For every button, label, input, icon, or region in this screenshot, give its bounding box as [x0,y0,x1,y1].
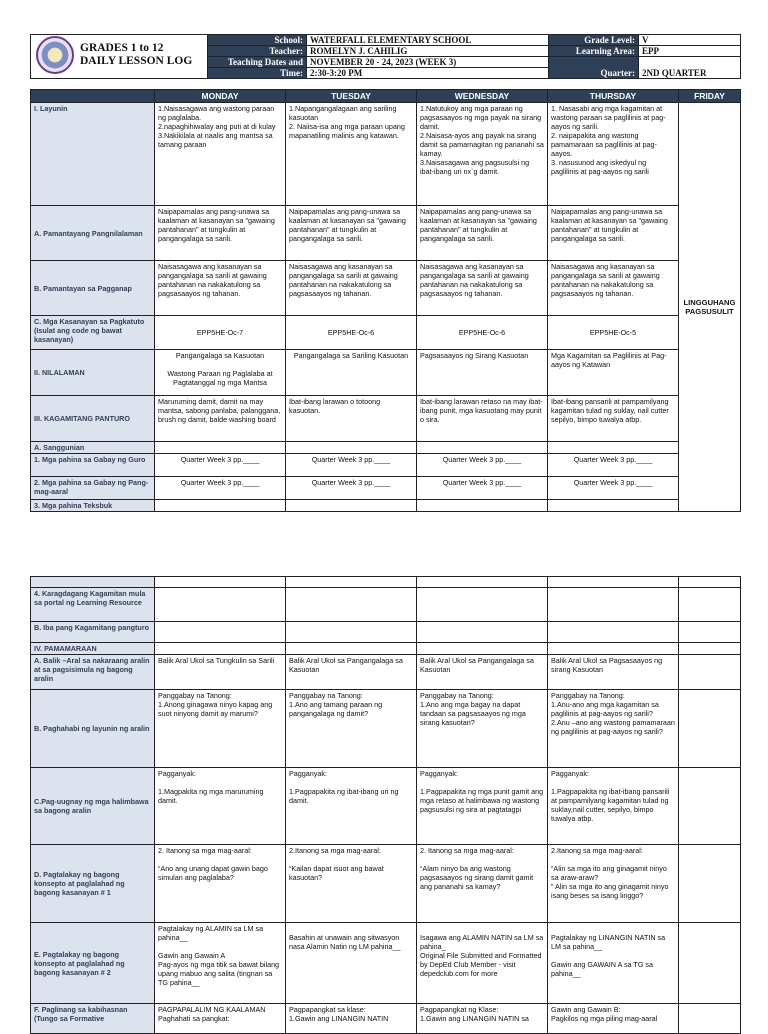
monday-cell [155,622,286,643]
table-row [31,622,741,643]
area-value: EPP [639,46,741,57]
thursday-cell: Naipapamalas ang pang-unawa sa kaalaman at kasanayan sa "gawaing pantahanan" at tungkulin at pangangalaga sa sarili. [548,206,679,261]
table-row [31,442,741,454]
friday-cell [679,690,741,768]
thursday-cell: 2.Itanong sa mga mag-aaral: “Alin sa mga ito ang ginagamit ninyo sa araw-araw? ” Alin sa mga ito ang ginagamit ninyo isang beses sa isang linggo? [548,845,679,923]
table-row [31,500,741,512]
table-row [31,923,741,1004]
wednesday-cell [417,500,548,512]
row-label: 3. Mga pahina Teksbuk [31,500,155,512]
friday-cell [679,577,741,588]
tuesday-cell: Ibat-ibang larawan o totoong kasuotan. [286,396,417,442]
thursday-cell [548,577,679,588]
thursday-cell [548,588,679,622]
row-label: D. Pagtalakay ng bagong konsepto at paglalahad ng bagong kasanayan # 1 [31,845,155,923]
monday-cell: 1.Naisasagawa ang wastong paraan ng paglalaba. 2.napaghihiwalay ang puti at di kulay 3.Nakikilala at naalis ang mantsa sa tamang paraan [155,103,286,206]
row-label: B. Iba pang Kagamitang pangturo [31,622,155,643]
lesson-table-part-2 [30,576,740,1034]
row-label: 2. Mga pahina sa Gabay ng Pang-mag-aaral [31,477,155,500]
friday-cell [679,588,741,622]
column-header-monday: MONDAY [155,90,286,103]
wednesday-cell: Ibat-ibang larawan retaso na may ibat-ibang punit, mga kasuotang may punit o sira. [417,396,548,442]
monday-cell [155,643,286,655]
monday-cell: Quarter Week 3 pp.____ [155,477,286,500]
friday-cell: LINGGUHANG PAGSUSULIT [679,103,741,512]
table-row [31,396,741,442]
table-row [31,845,741,923]
monday-cell: Maruruming damit, damit na may mantsa, sabong panlaba, palanggana, brush ng damit, balde washing board [155,396,286,442]
thursday-cell: Gawin ang Gawain B: Pagkilos ng mga piling mag-aaral [548,1004,679,1034]
tuesday-cell [286,588,417,622]
thursday-cell: Pagtalakay ng LINANGIN NATIN sa LM sa pahina__ Gawin ang GAWAIN A sa TG sa pahina__ [548,923,679,1004]
dates-value: NOVEMBER 20 - 24, 2023 (WEEK 3) [307,57,549,68]
quarter-label: Quarter: [549,57,639,79]
wednesday-cell [417,442,548,454]
monday-cell: Pangangalaga sa Kasuotan Wastong Paraan ng Paglalaba at Pagtatanggal ng mga Mantsa [155,350,286,396]
monday-cell: Naisasagawa ang kasanayan sa pangangalaga sa sarili at gawaing pantahanan na nakakatulong sa pagsasaayos ng tahanan. [155,261,286,316]
column-header-friday: FRIDAY [679,90,741,103]
tuesday-cell [286,442,417,454]
table-row [31,588,741,622]
row-label: A. Balik –Aral sa nakaraang aralin at sa pagsisimula ng bagong aralin [31,655,155,690]
tuesday-cell [286,500,417,512]
thursday-cell: Pagganyak: 1.Pagpapakita ng ibat-ibang pansarili at pampamilyang kagamitan tulad ng suklay,nail cutter, sepilyo, bimpo tuwalya atbp. [548,768,679,845]
row-label: I. Layunin [31,103,155,206]
tuesday-cell: Pagganyak: 1.Pagpapakita ng ibat-ibang uri ng damit. [286,768,417,845]
row-label: II. NILALAMAN [31,350,155,396]
wednesday-cell: Pagsasaayos ng Sirang Kasuotan [417,350,548,396]
quarter-value: 2ND QUARTER [639,57,741,79]
tuesday-cell: Pagpapangkat sa klase: 1.Gawin ang LINANGIN NATIN [286,1004,417,1034]
monday-cell: 2. Itanong sa mga mag-aaral: “Ano ang unang dapat gawin bago simulan ang paglalaba? [155,845,286,923]
table-row [31,768,741,845]
deped-seal-icon [36,36,74,74]
wednesday-cell: Pagpapangkat ng Klase: 1.Gawin ang LINANGIN NATIN sa [417,1004,548,1034]
wednesday-cell [417,643,548,655]
thursday-cell: Panggabay na Tanong: 1.Anu-ano ang mga kagamitan sa paglilinis at pag-aayos ng sarili? 2.Anu –ano ang wastong pamamaraan ng paglilinis at pag-aayos ng sarili? [548,690,679,768]
grade-label: Grade Level: [549,35,639,46]
tuesday-cell: 1.Napangangalagaan ang sariling kasuotan 2. Naiisa-isa ang mga paraan upang mapanatiling malinis ang katawan. [286,103,417,206]
wednesday-cell: 1.Natutukoy ang mga paraan ng pagsasaayos ng mga payak na sirang damit. 2.Naisasa-ayos ang payak na sirang damit sa pamamagitan ng pananahi sa kamay. 3.Naisasagawa ang pagsusulsi ng ibat-ibang uri nx`g damit. [417,103,548,206]
row-label: A. Sanggunian [31,442,155,454]
thursday-cell [548,643,679,655]
friday-cell [679,655,741,690]
tuesday-cell: Naisasagawa ang kasanayan sa pangangalaga sa sarili at gawaing pantahanan na nakakatulong sa pagsasaayos ng tahanan. [286,261,417,316]
monday-cell [155,577,286,588]
title-line-2: DAILY LESSON LOG [80,55,193,67]
monday-cell: Naipapamalas ang pang-unawa sa kaalaman at kasanayan sa "gawaing pantahanan" at tungkulin at pangangalaga sa sarili. [155,206,286,261]
row-label: III. KAGAMITANG PANTURO [31,396,155,442]
monday-cell [155,500,286,512]
teacher-label: Teacher: [208,46,307,57]
monday-cell [155,442,286,454]
thursday-cell: 1. Nasasabi ang mga kagamitan at wastong paraan sa paglilinis at pag-aayos ng sarili. 2. naipapakita ang wastong pamamaraan sa paglilinis at pag-aayos. 3. nasusunod ang iskedyul ng paglilinis at pag-aayos ng sarili [548,103,679,206]
column-header-wednesday: WEDNESDAY [417,90,548,103]
tuesday-cell: Naipapamalas ang pang-unawa sa kaalaman at kasanayan sa "gawaing pantahanan" at tungkulin at pangangalaga sa sarili. [286,206,417,261]
area-label: Learning Area: [549,46,639,57]
thursday-cell: EPP5HE-Oc-5 [548,316,679,350]
header-title-cell [31,35,208,79]
tuesday-cell: Pangangalaga sa Sariling Kasuotan [286,350,417,396]
thursday-cell: Ibat-ibang pansarili at pampamilyang kagamitan tulad ng suklay, nail cutter sepilyo, bimpo tuwalya atbp. [548,396,679,442]
wednesday-cell [417,577,548,588]
row-label [31,577,155,588]
tuesday-cell: 2.Itanong sa mga mag-aaral: “Kailan dapat isuot ang bawat kasuotan? [286,845,417,923]
row-label: 1. Mga pahina sa Gabay ng Guro [31,454,155,477]
monday-cell: Balik Aral Ukol sa Tungkulin sa Sarili [155,655,286,690]
wednesday-cell: Naisasagawa ang kasanayan sa pangangalaga sa sarili at gawaing pantahanan na nakakatulong sa pagsasaayos ng tahanan. [417,261,548,316]
grade-value: V [639,35,741,46]
row-label: A. Pamantayang Pangnilalaman [31,206,155,261]
row-label: E. Pagtalakay ng bagong konsepto at paglalahad ng bagong kasanayan # 2 [31,923,155,1004]
tuesday-cell: Basahin at unawain ang sitwasyon nasa Alamin Natin ng LM pahina__ [286,923,417,1004]
table-row [31,206,741,261]
column-header-empty [31,90,155,103]
time-value: 2:30-3:20 PM [307,68,549,79]
thursday-cell: Quarter Week 3 pp.____ [548,454,679,477]
friday-cell [679,1004,741,1034]
table-row [31,1004,741,1034]
dates-label: Teaching Dates and [208,57,307,68]
thursday-cell: Naisasagawa ang kasanayan sa pangangalaga sa sarili at gawaing pantahanan na nakakatulong sa pagsasaayos ng tahanan. [548,261,679,316]
tuesday-cell [286,622,417,643]
tuesday-cell: Quarter Week 3 pp.____ [286,477,417,500]
table-row [31,454,741,477]
row-label: B. Pamantayan sa Pagganap [31,261,155,316]
tuesday-cell: EPP5HE-Oc-6 [286,316,417,350]
tuesday-cell [286,577,417,588]
monday-cell: Panggabay na Tanong: 1.Anong ginagawa ninyo kapag ang suot ninyong damit ay marumi? [155,690,286,768]
row-label: C. Mga Kasanayan sa Pagkatuto (Isulat ang code ng bawat kasanayan) [31,316,155,350]
table-row [31,690,741,768]
wednesday-cell: Balik Aral Ukol sa Pangangalaga sa Kasuotan [417,655,548,690]
title-line-1: GRADES 1 to 12 [80,42,164,54]
row-label: F. Paglinang sa kabihasnan (Tungo sa Formative [31,1004,155,1034]
tuesday-cell [286,643,417,655]
wednesday-cell: EPP5HE-Oc-6 [417,316,548,350]
wednesday-cell [417,622,548,643]
row-label: B. Paghahabi ng layunin ng aralin [31,690,155,768]
tuesday-cell: Quarter Week 3 pp.____ [286,454,417,477]
lesson-table-part-1 [30,89,740,512]
wednesday-cell: Pagganyak: 1.Pagpapakita ng mga punit gamit ang mga retaso at halimbawa ng wastong pagsusulsi ng sira at pagtatagpi [417,768,548,845]
friday-cell [679,845,741,923]
friday-cell [679,622,741,643]
tuesday-cell: Panggabay na Tanong: 1.Ano ang tamang paraan ng pangangalaga ng damit? [286,690,417,768]
monday-cell: EPP5HE-Oc-7 [155,316,286,350]
section-label: IV. PAMAMARAAN [31,643,155,655]
friday-cell [679,768,741,845]
table-row [31,261,741,316]
thursday-cell [548,622,679,643]
time-label: Time: [208,68,307,79]
column-header-tuesday: TUESDAY [286,90,417,103]
teacher-value: ROMELYN J. CAHILIG [307,46,549,57]
table-row [31,577,741,588]
wednesday-cell: Quarter Week 3 pp.____ [417,454,548,477]
tuesday-cell: Balik Aral Ukol sa Pangangalaga sa Kasuotan [286,655,417,690]
wednesday-cell: Quarter Week 3 pp.____ [417,477,548,500]
wednesday-cell [417,588,548,622]
thursday-cell: Mga Kagamitan sa Paglilinis at Pag-aayos ng Katawan [548,350,679,396]
column-header-thursday: THURSDAY [548,90,679,103]
thursday-cell: Balik Aral Ukol sa Pagsasaayos ng sirang Kasuotan [548,655,679,690]
table-row [31,655,741,690]
wednesday-cell: 2. Itanong sa mga mag-aaral: “Alam ninyo ba ang wastong pagsasaayos ng sirang damit gamit ang pananahi sa kamay? [417,845,548,923]
table-row [31,316,741,350]
friday-cell [679,643,741,655]
wednesday-cell: Isagawa ang ALAMIN NATIN sa LM sa pahina_ Original File Submitted and Formatted by DepEd Club Member - visit depedclub.com for more [417,923,548,1004]
school-value: WATERFALL ELEMENTARY SCHOOL [307,35,549,46]
row-label: 4. Karagdagang Kagamitan mula sa portal ng Learning Resource [31,588,155,622]
row-label: C.Pag-uugnay ng mga halimbawa sa bagong aralin [31,768,155,845]
table-row [31,103,741,206]
school-label: School: [208,35,307,46]
wednesday-cell: Naipapamalas ang pang-unawa sa kaalaman at kasanayan sa "gawaing pantahanan" at tungkulin at pangangalaga sa sarili. [417,206,548,261]
lesson-log-header [30,34,740,79]
monday-cell [155,588,286,622]
wednesday-cell: Panggabay na Tanong: 1.Ano ang mga bagay na dapat tandaan sa pagsasaayos ng mga sirang kasuotan? [417,690,548,768]
monday-cell: Pagtalakay ng ALAMIN sa LM sa pahina__ Gawin ang Gawain A Pag-ayos ng mga titik sa bawat bilang upang mabuo ang salita (tingnan sa TG pahina__ [155,923,286,1004]
thursday-cell: Quarter Week 3 pp.____ [548,477,679,500]
monday-cell: Pagganyak: 1.Magpakita ng mga maruruming damit. [155,768,286,845]
friday-cell [679,923,741,1004]
table-row [31,350,741,396]
monday-cell: Quarter Week 3 pp.____ [155,454,286,477]
thursday-cell [548,442,679,454]
monday-cell: PAGPAPALALIM NG KAALAMAN Paghahati sa pangkat: [155,1004,286,1034]
table-row [31,477,741,500]
table-row [31,643,741,655]
thursday-cell [548,500,679,512]
